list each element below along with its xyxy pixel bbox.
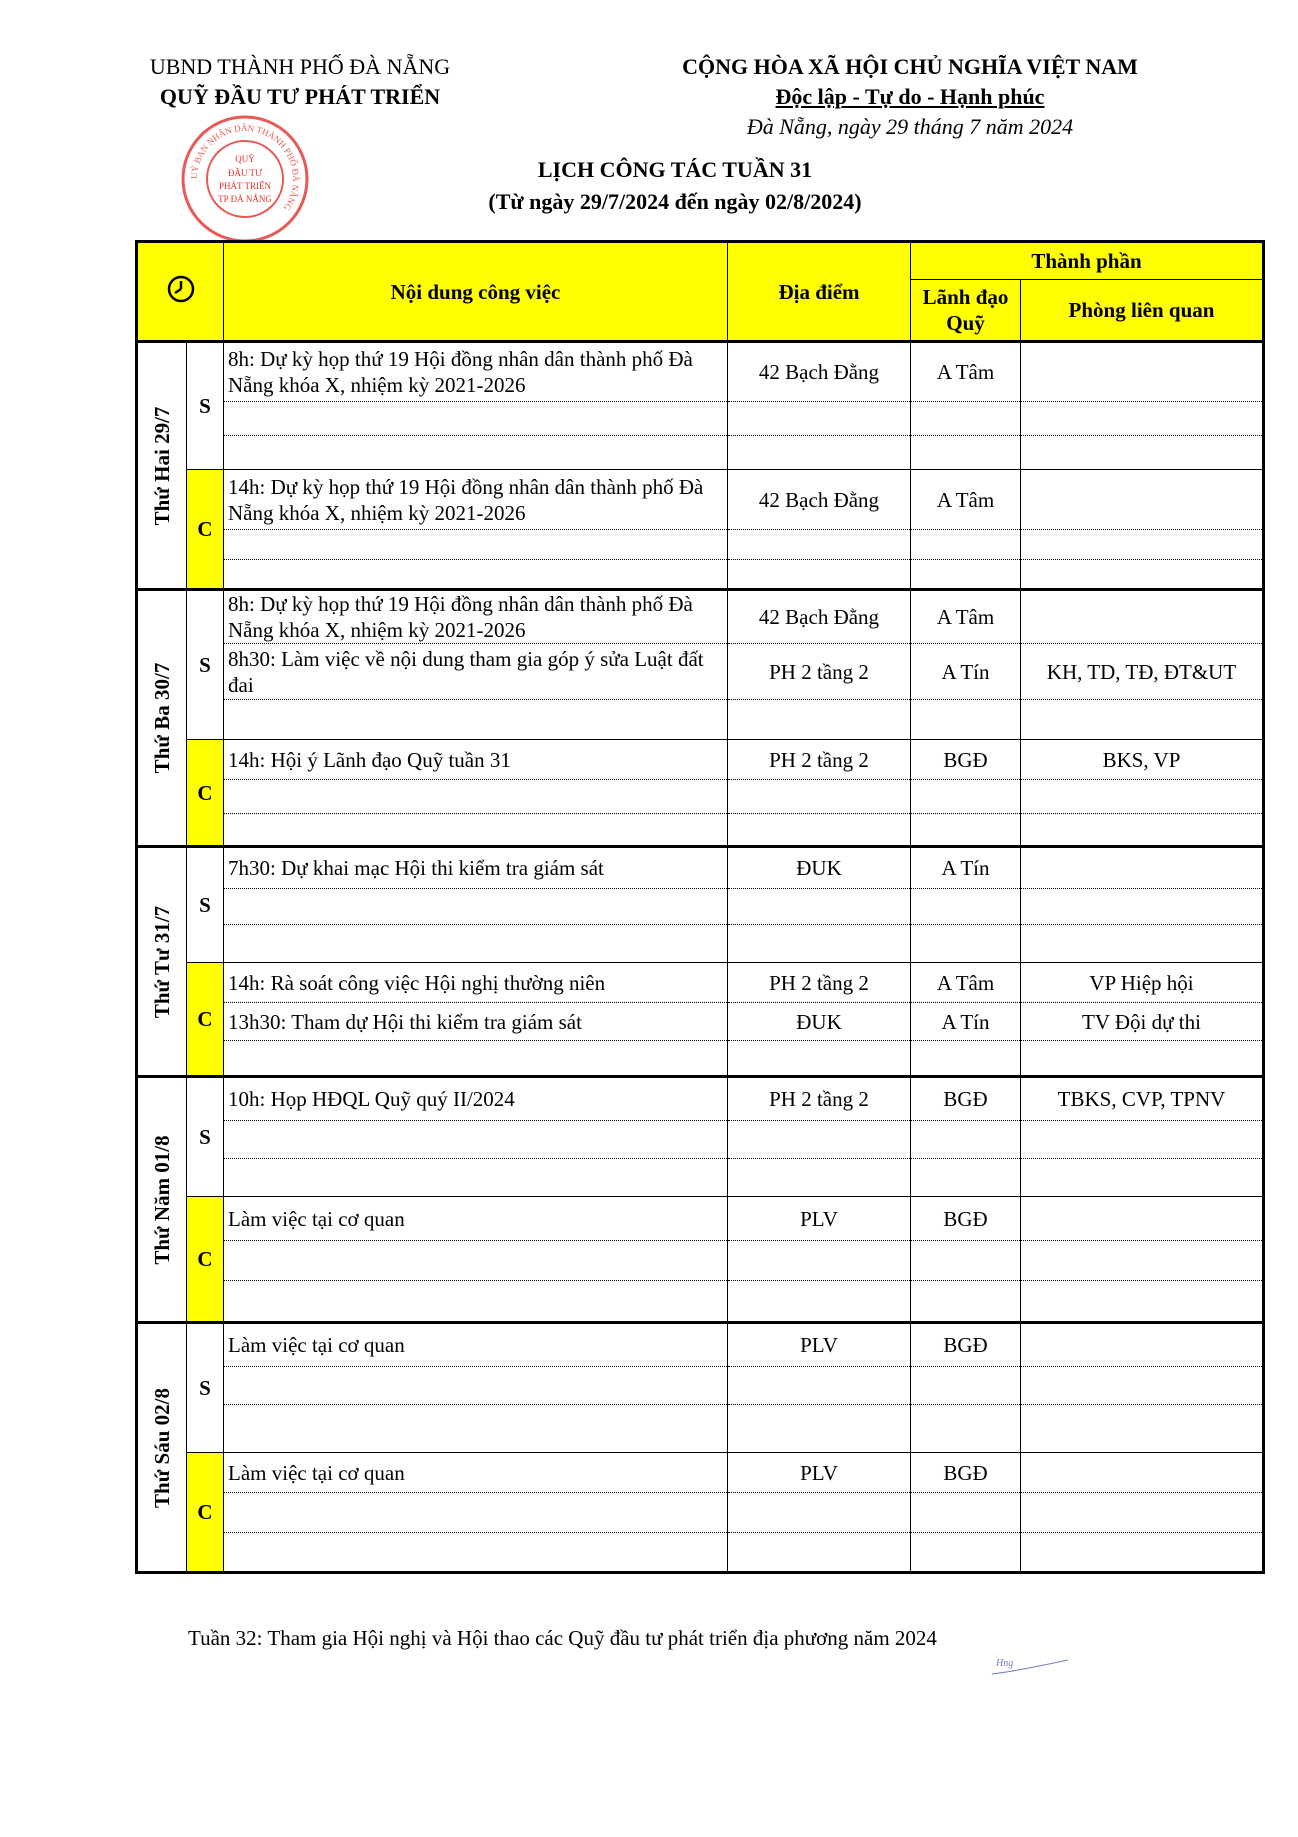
task-content: 8h30: Làm việc về nội dung tham gia góp ý sửa Luật đất đai (224, 644, 728, 700)
seal-text-2: ĐẦU TƯ (227, 168, 263, 178)
title-line-2: (Từ ngày 29/7/2024 đến ngày 02/8/2024) (488, 189, 862, 214)
task-leader: A Tín (911, 1003, 1021, 1041)
task-dept (1021, 470, 1264, 530)
session-morning: S (187, 847, 224, 963)
task-leader: BGĐ (911, 1453, 1021, 1493)
task-content: Làm việc tại cơ quan (224, 1323, 728, 1367)
session-morning: S (187, 590, 224, 740)
task-dept (1021, 590, 1264, 644)
seal-text-3: PHÁT TRIỂN (219, 181, 271, 191)
day-label-fri: Thứ Sáu 02/8 (137, 1323, 187, 1573)
col-location: Địa điểm (728, 242, 911, 342)
task-leader: BGĐ (911, 1323, 1021, 1367)
national-header (630, 52, 1190, 142)
date-line: Đà Nẵng, ngày 29 tháng 7 năm 2024 (746, 114, 1074, 139)
task-dept: TBKS, CVP, TPNV (1021, 1077, 1264, 1121)
clock-icon (166, 274, 196, 304)
task-content: 13h30: Tham dự Hội thi kiểm tra giám sát (224, 1003, 728, 1041)
task-leader: BGĐ (911, 1077, 1021, 1121)
signature (990, 1646, 1070, 1686)
seal-ring-text: UỶ BAN NHÂN DÂN THÀNH PHỐ ĐÀ NẴNG (188, 122, 302, 213)
task-location: ĐUK (728, 1003, 911, 1041)
task-content: 10h: Họp HĐQL Quỹ quý II/2024 (224, 1077, 728, 1121)
task-leader: A Tín (911, 847, 1021, 889)
task-content: 14h: Hội ý Lãnh đạo Quỹ tuần 31 (224, 740, 728, 780)
task-dept: BKS, VP (1021, 740, 1264, 780)
task-location: PH 2 tầng 2 (728, 1077, 911, 1121)
task-location: 42 Bạch Đằng (728, 342, 911, 402)
task-dept: TV Đội dự thi (1021, 1003, 1264, 1041)
col-dept: Phòng liên quan (1021, 280, 1264, 342)
col-participants: Thành phần (911, 242, 1264, 280)
task-content: 14h: Rà soát công việc Hội nghị thường niên (224, 963, 728, 1003)
col-leader: Lãnh đạo Quỹ (911, 280, 1021, 342)
task-location: 42 Bạch Đằng (728, 590, 911, 644)
motto: Độc lập - Tự do - Hạnh phúc (775, 84, 1045, 109)
session-morning: S (187, 1323, 224, 1453)
session-afternoon: C (187, 1197, 224, 1323)
seal-text-1: QUỸ (235, 154, 255, 164)
task-leader: BGĐ (911, 1197, 1021, 1241)
task-leader: A Tâm (911, 470, 1021, 530)
task-dept (1021, 342, 1264, 402)
task-dept: VP Hiệp hội (1021, 963, 1264, 1003)
task-content: 14h: Dự kỳ họp thứ 19 Hội đồng nhân dân thành phố Đà Nẵng khóa X, nhiệm kỳ 2021-2026 (224, 470, 728, 530)
col-content: Nội dung công việc (224, 242, 728, 342)
session-morning: S (187, 1077, 224, 1197)
schedule-table (135, 240, 1265, 1574)
task-location: PLV (728, 1453, 911, 1493)
task-location: 42 Bạch Đằng (728, 470, 911, 530)
task-dept: KH, TD, TĐ, ĐT&UT (1021, 644, 1264, 700)
footer-note: Tuần 32: Tham gia Hội nghị và Hội thao các Quỹ đầu tư phát triển địa phương năm 2024 (188, 1626, 937, 1650)
task-location: ĐUK (728, 847, 911, 889)
task-leader: A Tâm (911, 963, 1021, 1003)
task-location: PH 2 tầng 2 (728, 740, 911, 780)
task-location: PH 2 tầng 2 (728, 644, 911, 700)
task-dept (1021, 1197, 1264, 1241)
seal-text-4: TP ĐÀ NẴNG (218, 194, 272, 204)
task-dept (1021, 1323, 1264, 1367)
title-line-1: LỊCH CÔNG TÁC TUẦN 31 (537, 157, 813, 182)
task-content: 8h: Dự kỳ họp thứ 19 Hội đồng nhân dân thành phố Đà Nẵng khóa X, nhiệm kỳ 2021-2026 (224, 590, 728, 644)
issuer-name: QUỸ ĐẦU TƯ PHÁT TRIỂN (159, 84, 441, 109)
session-afternoon: C (187, 740, 224, 847)
task-leader: A Tâm (911, 342, 1021, 402)
signature-text: Hng (996, 1658, 1014, 1669)
day-label-mon: Thứ Hai 29/7 (137, 342, 187, 590)
task-content: 7h30: Dự khai mạc Hội thi kiểm tra giám sát (224, 847, 728, 889)
task-leader: A Tín (911, 644, 1021, 700)
task-content: 8h: Dự kỳ họp thứ 19 Hội đồng nhân dân thành phố Đà Nẵng khóa X, nhiệm kỳ 2021-2026 (224, 342, 728, 402)
task-location: PLV (728, 1323, 911, 1367)
session-morning: S (187, 342, 224, 470)
task-content: Làm việc tại cơ quan (224, 1197, 728, 1241)
task-content: Làm việc tại cơ quan (224, 1453, 728, 1493)
official-seal (180, 114, 310, 244)
session-afternoon: C (187, 470, 224, 590)
day-label-wed: Thứ Tư 31/7 (137, 847, 187, 1077)
session-afternoon: C (187, 963, 224, 1077)
session-afternoon: C (187, 1453, 224, 1573)
task-location: PH 2 tầng 2 (728, 963, 911, 1003)
task-leader: BGĐ (911, 740, 1021, 780)
issuer-parent: UBND THÀNH PHỐ ĐÀ NẴNG (149, 54, 451, 79)
day-label-tue: Thứ Ba 30/7 (137, 590, 187, 847)
task-location: PLV (728, 1197, 911, 1241)
issuer-block (120, 52, 480, 112)
day-label-thu: Thứ Năm 01/8 (137, 1077, 187, 1323)
task-leader: A Tâm (911, 590, 1021, 644)
schedule-title (330, 154, 1020, 218)
clock-header (137, 242, 224, 342)
task-dept (1021, 1453, 1264, 1493)
task-dept (1021, 847, 1264, 889)
country-name: CỘNG HÒA XÃ HỘI CHỦ NGHĨA VIỆT NAM (682, 54, 1138, 79)
